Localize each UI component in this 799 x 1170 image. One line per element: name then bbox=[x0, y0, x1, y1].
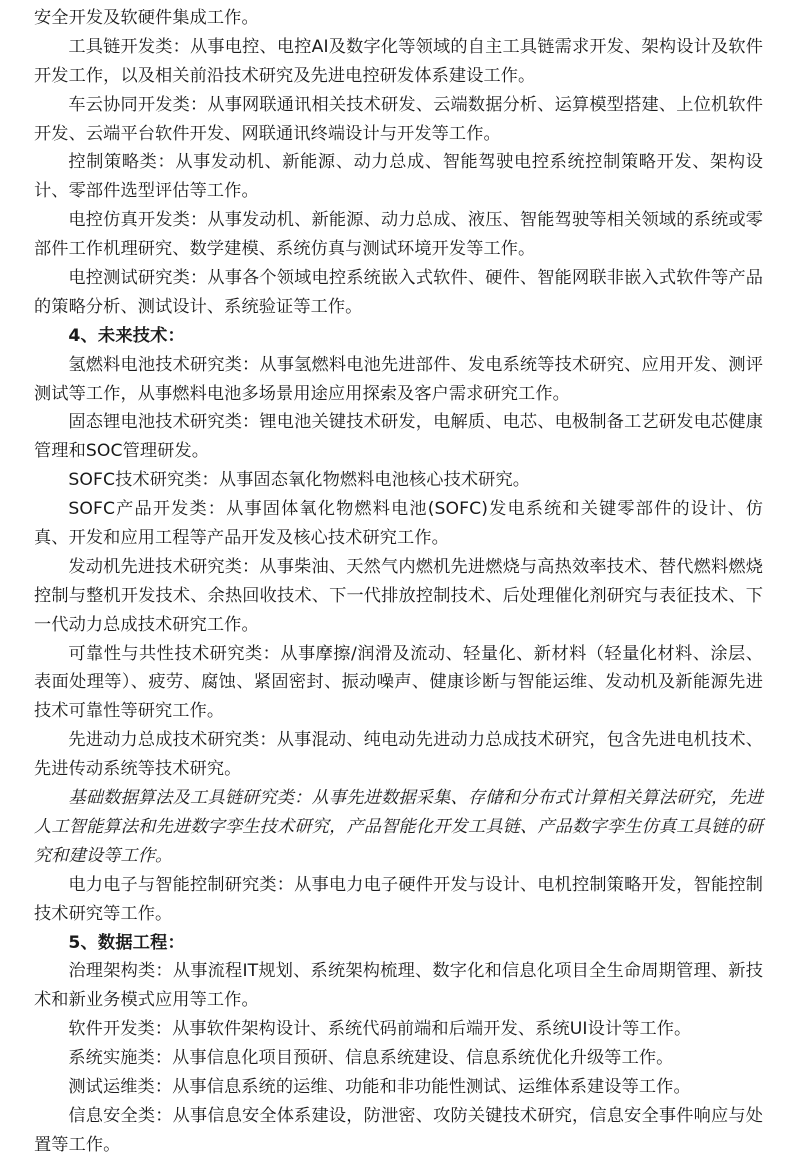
body-paragraph: SOFC技术研究类：从事固态氧化物燃料电池核心技术研究。 bbox=[68, 470, 531, 491]
body-paragraph: 车云协同开发类：从事网联通讯相关技术研发、云端数据分析、运算模型搭建、上位机软件开发、云端平台软件开发、网联通讯终端设计与开发等工作。 bbox=[34, 94, 763, 144]
body-paragraph: 治理架构类：从事流程IT规划、系统架构梳理、数字化和信息化项目全生命周期管理、新技术和新业务模式应用等工作。 bbox=[34, 961, 763, 1011]
body-paragraph: 先进动力总成技术研究类：从事混动、纯电动先进动力总成技术研究，包含先进电机技术、先进传动系统等技术研究。 bbox=[34, 730, 763, 780]
body-paragraph: 发动机先进技术研究类：从事柴油、天然气内燃机先进燃烧与高热效率技术、替代燃料燃烧控制与整机开发技术、余热回收技术、下一代排放控制技术、后处理催化剂研究与表征技术、下一代动力总成技术研究工作。 bbox=[34, 556, 763, 635]
body-paragraph: 软件开发类：从事软件架构设计、系统代码前端和后端开发、系统UI设计等工作。 bbox=[68, 1019, 692, 1040]
document-body bbox=[34, 4, 763, 1160]
body-paragraph: 电控测试研究类：从事各个领域电控系统嵌入式软件、硬件、智能网联非嵌入式软件等产品的策略分析、测试设计、系统验证等工作。 bbox=[34, 268, 763, 317]
section-heading: 5、数据工程： bbox=[68, 932, 185, 953]
body-paragraph: 电力电子与智能控制研究类：从事电力电子硬件开发与设计、电机控制策略开发，智能控制技术研究等工作。 bbox=[34, 874, 763, 924]
body-paragraph: 信息安全类：从事信息安全体系建设，防泄密、攻防关键技术研究，信息安全事件响应与处置等工作。 bbox=[34, 1105, 763, 1155]
body-paragraph: 控制策略类：从事发动机、新能源、动力总成、智能驾驶电控系统控制策略开发、架构设计、零部件选型评估等工作。 bbox=[34, 152, 763, 202]
body-paragraph: 测试运维类：从事信息系统的运维、功能和非功能性测试、运维体系建设等工作。 bbox=[68, 1076, 691, 1097]
body-paragraph: 氢燃料电池技术研究类：从事氢燃料电池先进部件、发电系统等技术研究、应用开发、测评测试等工作，从事燃料电池多场景用途应用探索及客户需求研究工作。 bbox=[34, 354, 763, 404]
body-paragraph: 工具链开发类：从事电控、电控AI及数字化等领域的自主工具链需求开发、架构设计及软件开发工作，以及相关前沿技术研究及先进电控研发体系建设工作。 bbox=[34, 36, 763, 86]
section-heading: 4、未来技术： bbox=[68, 325, 185, 346]
body-paragraph: 可靠性与共性技术研究类：从事摩擦/润滑及流动、轻量化、新材料（轻量化材料、涂层、表面处理等）、疲劳、腐蚀、紧固密封、振动噪声、健康诊断与智能运维、发动机及新能源先进技术可靠性等研究工作。 bbox=[34, 643, 763, 722]
body-paragraph: 固态锂电池技术研究类：锂电池关键技术研发，电解质、电芯、电极制备工艺研发电芯健康管理和SOC管理研发。 bbox=[34, 412, 763, 462]
body-paragraph: 基础数据算法及工具链研究类：从事先进数据采集、存储和分布式计算相关算法研究，先进人工智能算法和先进数字孪生技术研究，产品智能化开发工具链、产品数字孪生仿真工具链的研究和建设等工作。 bbox=[34, 788, 763, 866]
body-paragraph: 安全开发及软硬件集成工作。 bbox=[34, 8, 259, 28]
body-paragraph: 电控仿真开发类：从事发动机、新能源、动力总成、液压、智能驾驶等相关领域的系统或零部件工作机理研究、数学建模、系统仿真与测试环境开发等工作。 bbox=[34, 210, 763, 260]
body-paragraph: 系统实施类：从事信息化项目预研、信息系统建设、信息系统优化升级等工作。 bbox=[68, 1048, 674, 1069]
body-paragraph: SOFC产品开发类：从事固体氧化物燃料电池(SOFC)发电系统和关键零部件的设计、仿真、开发和应用工程等产品开发及核心技术研究工作。 bbox=[34, 499, 763, 549]
